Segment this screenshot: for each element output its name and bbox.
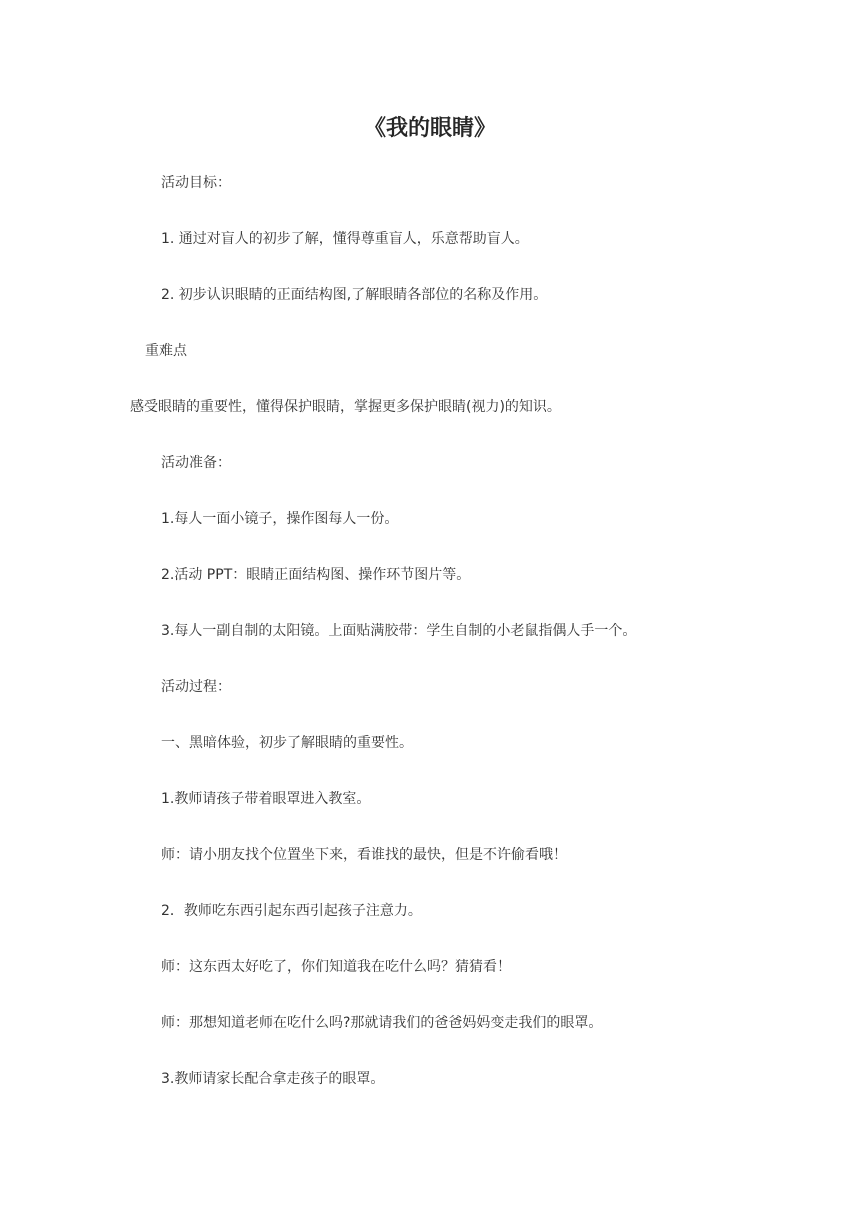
preparation-item-1: 1.每人一面小镜子，操作图每人一份。 (161, 511, 399, 527)
process-step-heading-1: 一、黑暗体验，初步了解眼睛的重要性。 (161, 735, 413, 751)
section-heading-key-points: 重难点 (145, 343, 187, 359)
document-title: 《我的眼睛》 (363, 116, 496, 141)
objective-item-1: 1. 通过对盲人的初步了解，懂得尊重盲人，乐意帮助盲人。 (161, 231, 529, 247)
objective-item-2: 2. 初步认识眼睛的正面结构图,了解眼睛各部位的名称及作用。 (161, 287, 548, 303)
process-paragraph: 1.教师请孩子带着眼罩进入教室。 (161, 791, 371, 807)
process-paragraph: 师：请小朋友找个位置坐下来，看谁找的最快，但是不许偷看哦！ (161, 847, 567, 863)
process-paragraph: 2．教师吃东西引起东西引起孩子注意力。 (161, 903, 422, 919)
preparation-item-2: 2.活动 PPT：眼睛正面结构图、操作环节图片等。 (161, 567, 471, 583)
process-paragraph: 师：那想知道老师在吃什么吗?那就请我们的爸爸妈妈变走我们的眼罩。 (161, 1015, 603, 1031)
key-points-text: 感受眼睛的重要性，懂得保护眼睛，掌握更多保护眼睛(视力)的知识。 (130, 399, 561, 415)
process-paragraph: 师：这东西太好吃了，你们知道我在吃什么吗？猜猜看！ (161, 959, 511, 975)
preparation-item-3: 3.每人一副自制的太阳镜。上面贴满胶带：学生自制的小老鼠指偶人手一个。 (161, 623, 637, 639)
section-heading-process: 活动过程： (161, 679, 231, 695)
section-heading-preparation: 活动准备： (161, 455, 231, 471)
process-paragraph: 3.教师请家长配合拿走孩子的眼罩。 (161, 1071, 385, 1087)
section-heading-objectives: 活动目标： (161, 175, 231, 191)
